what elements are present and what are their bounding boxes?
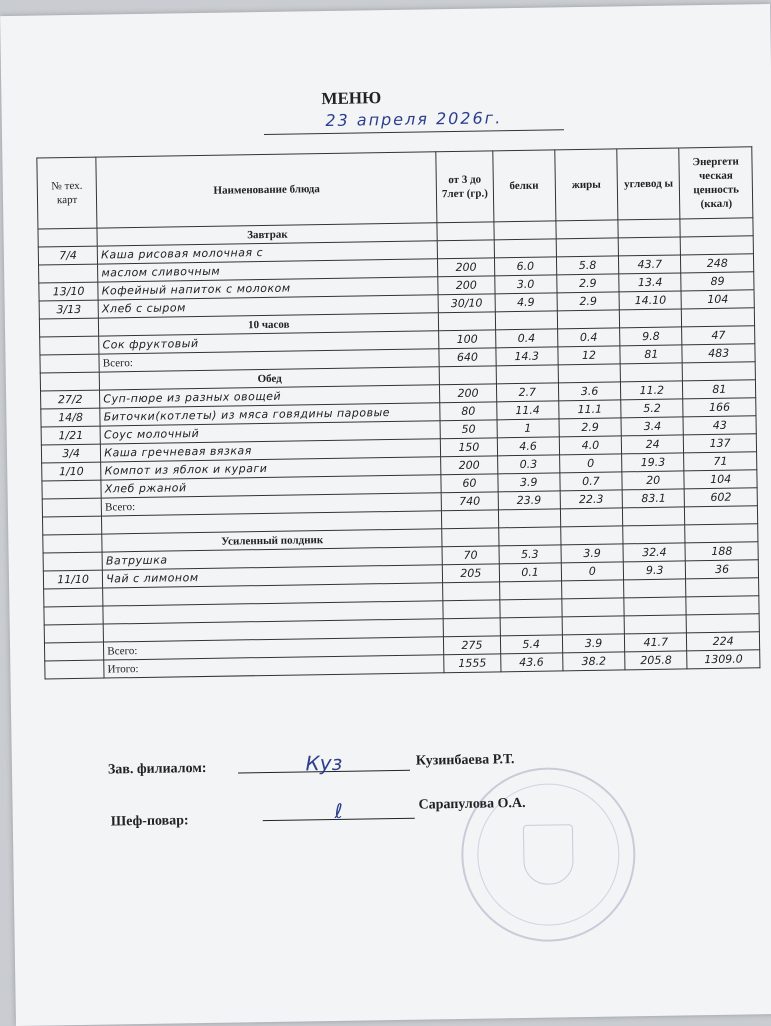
- fat-cell: 0.7: [560, 472, 623, 491]
- tech-card-cell: [42, 498, 102, 517]
- empty-cell: [437, 222, 493, 241]
- energy-cell: 137: [684, 434, 757, 453]
- empty-cell: [558, 364, 621, 383]
- carbs-cell: [623, 507, 686, 526]
- head-name: Кузинбаева Р.Т.: [415, 752, 515, 769]
- carbs-cell: 24: [621, 435, 684, 454]
- tech-card-cell: 27/2: [41, 390, 101, 409]
- empty-cell: [498, 527, 561, 546]
- energy-cell: 224: [687, 632, 760, 651]
- dish-name-cell: Всего:: [99, 349, 439, 372]
- carbs-cell: 32.4: [623, 543, 686, 562]
- empty-cell: [620, 363, 683, 382]
- header-carbs: углевод ы: [617, 148, 680, 220]
- empty-cell: [561, 526, 624, 545]
- dish-name-cell: Кофейный напиток с молоком: [98, 277, 438, 300]
- protein-cell: 0.4: [495, 329, 558, 348]
- portion-cell: 100: [439, 330, 495, 349]
- fat-cell: [560, 508, 623, 527]
- dish-name-cell: Соус молочный: [100, 421, 440, 444]
- protein-cell: 2.7: [496, 383, 559, 402]
- portion-cell: 150: [441, 438, 497, 457]
- tech-card-cell: [44, 588, 104, 607]
- dish-name-cell: Хлеб ржаной: [101, 475, 441, 498]
- tech-card-cell: [43, 552, 103, 571]
- empty-cell: [680, 218, 753, 237]
- empty-cell: [618, 219, 681, 238]
- tech-card-cell: [45, 660, 105, 679]
- fat-cell: 3.6: [558, 382, 621, 401]
- protein-cell: 5.3: [499, 545, 562, 564]
- head-label: Зав. филиалом:: [107, 760, 207, 778]
- empty-cell: [683, 362, 756, 381]
- chef-label: Шеф-повар:: [110, 813, 189, 830]
- portion-cell: [443, 582, 499, 601]
- fat-cell: 38.2: [563, 652, 626, 671]
- protein-cell: 14.3: [495, 347, 558, 366]
- portion-cell: 80: [440, 402, 496, 421]
- carbs-cell: 9.8: [620, 327, 683, 346]
- menu-sheet: [0, 4, 771, 1026]
- energy-cell: [685, 506, 758, 525]
- seal-stamp: [460, 766, 637, 943]
- dish-name-cell: Биточки(котлеты) из мяса говядины паровые: [100, 403, 440, 426]
- fat-cell: [561, 580, 624, 599]
- carbs-cell: 205.8: [625, 651, 688, 670]
- carbs-cell: 41.7: [625, 633, 688, 652]
- menu-table: [36, 146, 760, 679]
- carbs-cell: 20: [622, 471, 685, 490]
- section-title: Завтрак: [97, 223, 437, 246]
- tech-card-cell: 11/10: [43, 570, 103, 589]
- portion-cell: 740: [442, 492, 498, 511]
- menu-date: 23 апреля 2026г.: [264, 107, 564, 135]
- energy-cell: [681, 236, 754, 255]
- tech-card-cell: [40, 336, 100, 355]
- portion-cell: 205: [443, 564, 499, 583]
- protein-cell: [500, 617, 563, 636]
- empty-cell: [557, 310, 620, 329]
- num-cell: [43, 534, 103, 553]
- section-title: 10 часов: [99, 313, 439, 336]
- fat-cell: 5.8: [556, 256, 619, 275]
- carbs-cell: [624, 597, 687, 616]
- fat-cell: [562, 598, 625, 617]
- portion-cell: [438, 240, 494, 259]
- carbs-cell: [624, 615, 687, 634]
- energy-cell: 1309.0: [687, 650, 760, 669]
- chef-name: Сарапулова О.А.: [418, 795, 526, 813]
- energy-cell: 36: [686, 560, 759, 579]
- menu-body: [38, 218, 760, 679]
- protein-cell: 3.9: [497, 473, 560, 492]
- carbs-cell: 3.4: [621, 417, 684, 436]
- dish-name-cell: Хлеб с сыром: [98, 295, 438, 318]
- tech-card-cell: [44, 642, 104, 661]
- tech-card-cell: [39, 264, 99, 283]
- empty-cell: [619, 309, 682, 328]
- carbs-cell: 43.7: [619, 255, 682, 274]
- num-cell: [38, 228, 98, 247]
- dish-name-cell: Чай с лимоном: [103, 565, 443, 588]
- header-protein: белки: [492, 150, 555, 222]
- protein-cell: [499, 599, 562, 618]
- energy-cell: 47: [682, 326, 755, 345]
- energy-cell: 166: [683, 398, 756, 417]
- dish-name-cell: Итого:: [104, 655, 444, 678]
- protein-cell: 0.3: [497, 455, 560, 474]
- fat-cell: 12: [558, 346, 621, 365]
- fat-cell: 4.0: [559, 436, 622, 455]
- portion-cell: 70: [442, 546, 498, 565]
- portion-cell: 200: [438, 276, 494, 295]
- energy-cell: [687, 614, 760, 633]
- portion-cell: 200: [441, 456, 497, 475]
- protein-cell: 5.4: [500, 635, 563, 654]
- dish-name-cell: Всего:: [104, 637, 444, 660]
- carbs-cell: 9.3: [623, 561, 686, 580]
- dish-name-cell: Ватрушка: [102, 547, 442, 570]
- carbs-cell: 11.2: [621, 381, 684, 400]
- energy-cell: 188: [685, 542, 758, 561]
- empty-cell: [493, 221, 556, 240]
- energy-cell: 104: [681, 290, 754, 309]
- tech-card-cell: [44, 606, 104, 625]
- energy-cell: 483: [682, 344, 755, 363]
- section-title: Обед: [99, 367, 439, 390]
- carbs-cell: [618, 237, 681, 256]
- header-portion: от 3 до 7лет (гр.): [436, 151, 493, 223]
- energy-cell: 248: [681, 254, 754, 273]
- energy-cell: 81: [683, 380, 756, 399]
- carbs-cell: 83.1: [622, 489, 685, 508]
- protein-cell: 4.9: [495, 293, 558, 312]
- num-cell: [39, 318, 99, 337]
- portion-cell: 275: [444, 636, 500, 655]
- tech-card-cell: 14/8: [41, 408, 101, 427]
- tech-card-cell: 1/21: [41, 426, 101, 445]
- portion-cell: 200: [440, 384, 496, 403]
- portion-cell: 200: [438, 258, 494, 277]
- dish-name-cell: Каша рисовая молочная с: [97, 241, 437, 264]
- energy-cell: 89: [681, 272, 754, 291]
- empty-cell: [556, 220, 619, 239]
- header-name: Наименование блюда: [96, 152, 437, 228]
- empty-cell: [439, 312, 495, 331]
- fat-cell: 0: [559, 454, 622, 473]
- fat-cell: 3.9: [562, 634, 625, 653]
- tech-card-cell: [44, 624, 104, 643]
- dish-name-cell: Компот из яблок и кураги: [101, 457, 441, 480]
- fat-cell: 22.3: [560, 490, 623, 509]
- page-title: МЕНЮ: [321, 88, 382, 109]
- dish-name-cell: Каша гречневая вязкая: [101, 439, 441, 462]
- carbs-cell: 13.4: [619, 273, 682, 292]
- carbs-cell: 19.3: [622, 453, 685, 472]
- carbs-cell: 81: [620, 345, 683, 364]
- fat-cell: 2.9: [557, 292, 620, 311]
- empty-cell: [496, 365, 559, 384]
- fat-cell: 2.9: [557, 274, 620, 293]
- energy-cell: [686, 578, 759, 597]
- num-cell: [40, 372, 100, 391]
- dish-name-cell: Суп-пюре из разных овощей: [100, 385, 440, 408]
- dish-name-cell: Всего:: [101, 493, 441, 516]
- dish-name-cell: маслом сливочным: [98, 259, 438, 282]
- fat-cell: 11.1: [559, 400, 622, 419]
- protein-cell: [494, 239, 557, 258]
- fat-cell: [562, 616, 625, 635]
- chef-signature: ℓ: [262, 798, 414, 821]
- portion-cell: 50: [440, 420, 496, 439]
- tech-card-cell: [42, 480, 102, 499]
- tech-card-cell: 7/4: [38, 246, 98, 265]
- protein-cell: 0.1: [499, 563, 562, 582]
- dish-name-cell: Сок фруктовый: [99, 331, 439, 354]
- fat-cell: 0.4: [557, 328, 620, 347]
- energy-cell: 602: [685, 488, 758, 507]
- protein-cell: 1: [497, 419, 560, 438]
- energy-cell: 104: [684, 470, 757, 489]
- section-title: Усиленный полдник: [102, 529, 442, 552]
- empty-cell: [623, 525, 686, 544]
- portion-cell: [443, 600, 499, 619]
- empty-cell: [682, 308, 755, 327]
- head-signature: Куз: [238, 750, 410, 774]
- portion-cell: [442, 510, 498, 529]
- protein-cell: 3.0: [494, 275, 557, 294]
- seal-emblem-icon: [523, 824, 574, 885]
- header-energy: Энергети ческая ценность (ккал): [679, 147, 753, 219]
- table-header-row: [37, 147, 753, 229]
- tech-card-cell: [40, 354, 100, 373]
- tech-card-cell: [42, 516, 102, 535]
- protein-cell: 11.4: [496, 401, 559, 420]
- protein-cell: 43.6: [500, 653, 563, 672]
- empty-cell: [440, 366, 496, 385]
- portion-cell: 30/10: [438, 294, 494, 313]
- energy-cell: [686, 596, 759, 615]
- fat-cell: 3.9: [561, 544, 624, 563]
- header-fat: жиры: [555, 149, 618, 221]
- carbs-cell: 14.10: [619, 291, 682, 310]
- protein-cell: [499, 581, 562, 600]
- empty-cell: [442, 528, 498, 547]
- protein-cell: 6.0: [494, 257, 557, 276]
- tech-card-cell: 13/10: [39, 282, 99, 301]
- fat-cell: [556, 238, 619, 257]
- protein-cell: [498, 509, 561, 528]
- empty-cell: [685, 524, 758, 543]
- fat-cell: 0: [561, 562, 624, 581]
- portion-cell: 60: [441, 474, 497, 493]
- tech-card-cell: 3/13: [39, 300, 99, 319]
- tech-card-cell: 3/4: [41, 444, 101, 463]
- energy-cell: 43: [683, 416, 756, 435]
- carbs-cell: 5.2: [621, 399, 684, 418]
- empty-cell: [495, 311, 558, 330]
- protein-cell: 23.9: [498, 491, 561, 510]
- fat-cell: 2.9: [559, 418, 622, 437]
- tech-card-cell: 1/10: [42, 462, 102, 481]
- energy-cell: 71: [684, 452, 757, 471]
- portion-cell: [443, 618, 499, 637]
- header-num: № тех. карт: [37, 157, 97, 229]
- carbs-cell: [624, 579, 687, 598]
- protein-cell: 4.6: [497, 437, 560, 456]
- portion-cell: 1555: [444, 654, 500, 673]
- portion-cell: 640: [439, 348, 495, 367]
